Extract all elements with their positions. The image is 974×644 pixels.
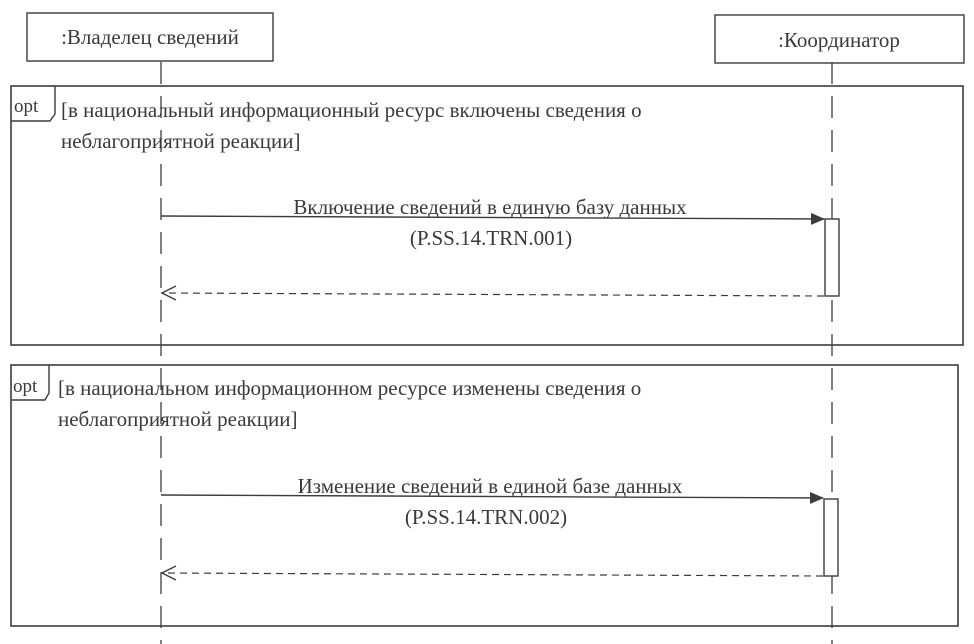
message-2-label: Изменение сведений в единой базе данных bbox=[297, 474, 683, 498]
opt-fragment-2-guard-line1: [в национальном информационном ресурсе изменены сведения о bbox=[58, 376, 642, 400]
return-2-arrow bbox=[162, 573, 823, 576]
opt-fragment-1 bbox=[11, 86, 963, 345]
return-1-arrow bbox=[162, 293, 824, 296]
participant-coordinator-label: :Координатор bbox=[778, 28, 900, 52]
opt-fragment-2-guard-line2: неблагоприятной реакции] bbox=[58, 407, 298, 431]
opt-fragment-1-guard-line1: [в национальный информационный ресурс включены сведения о bbox=[61, 98, 642, 122]
opt-fragment-1-guard-line2: неблагоприятной реакции] bbox=[61, 129, 301, 153]
opt-fragment-1-operator: opt bbox=[14, 96, 39, 117]
coordinator-activation-1 bbox=[825, 219, 839, 296]
message-1-label: Включение сведений в единую базу данных bbox=[293, 195, 687, 219]
message-1-id: (P.SS.14.TRN.001) bbox=[409, 226, 573, 250]
opt-fragment-2-operator: opt bbox=[13, 376, 38, 397]
coordinator-activation-2 bbox=[824, 499, 838, 576]
message-2-id: (P.SS.14.TRN.002) bbox=[404, 505, 568, 529]
participant-owner bbox=[27, 13, 273, 61]
participant-owner-label: :Владелец сведений bbox=[61, 25, 239, 49]
opt-fragment-2 bbox=[11, 365, 958, 626]
participant-coordinator bbox=[715, 15, 964, 63]
